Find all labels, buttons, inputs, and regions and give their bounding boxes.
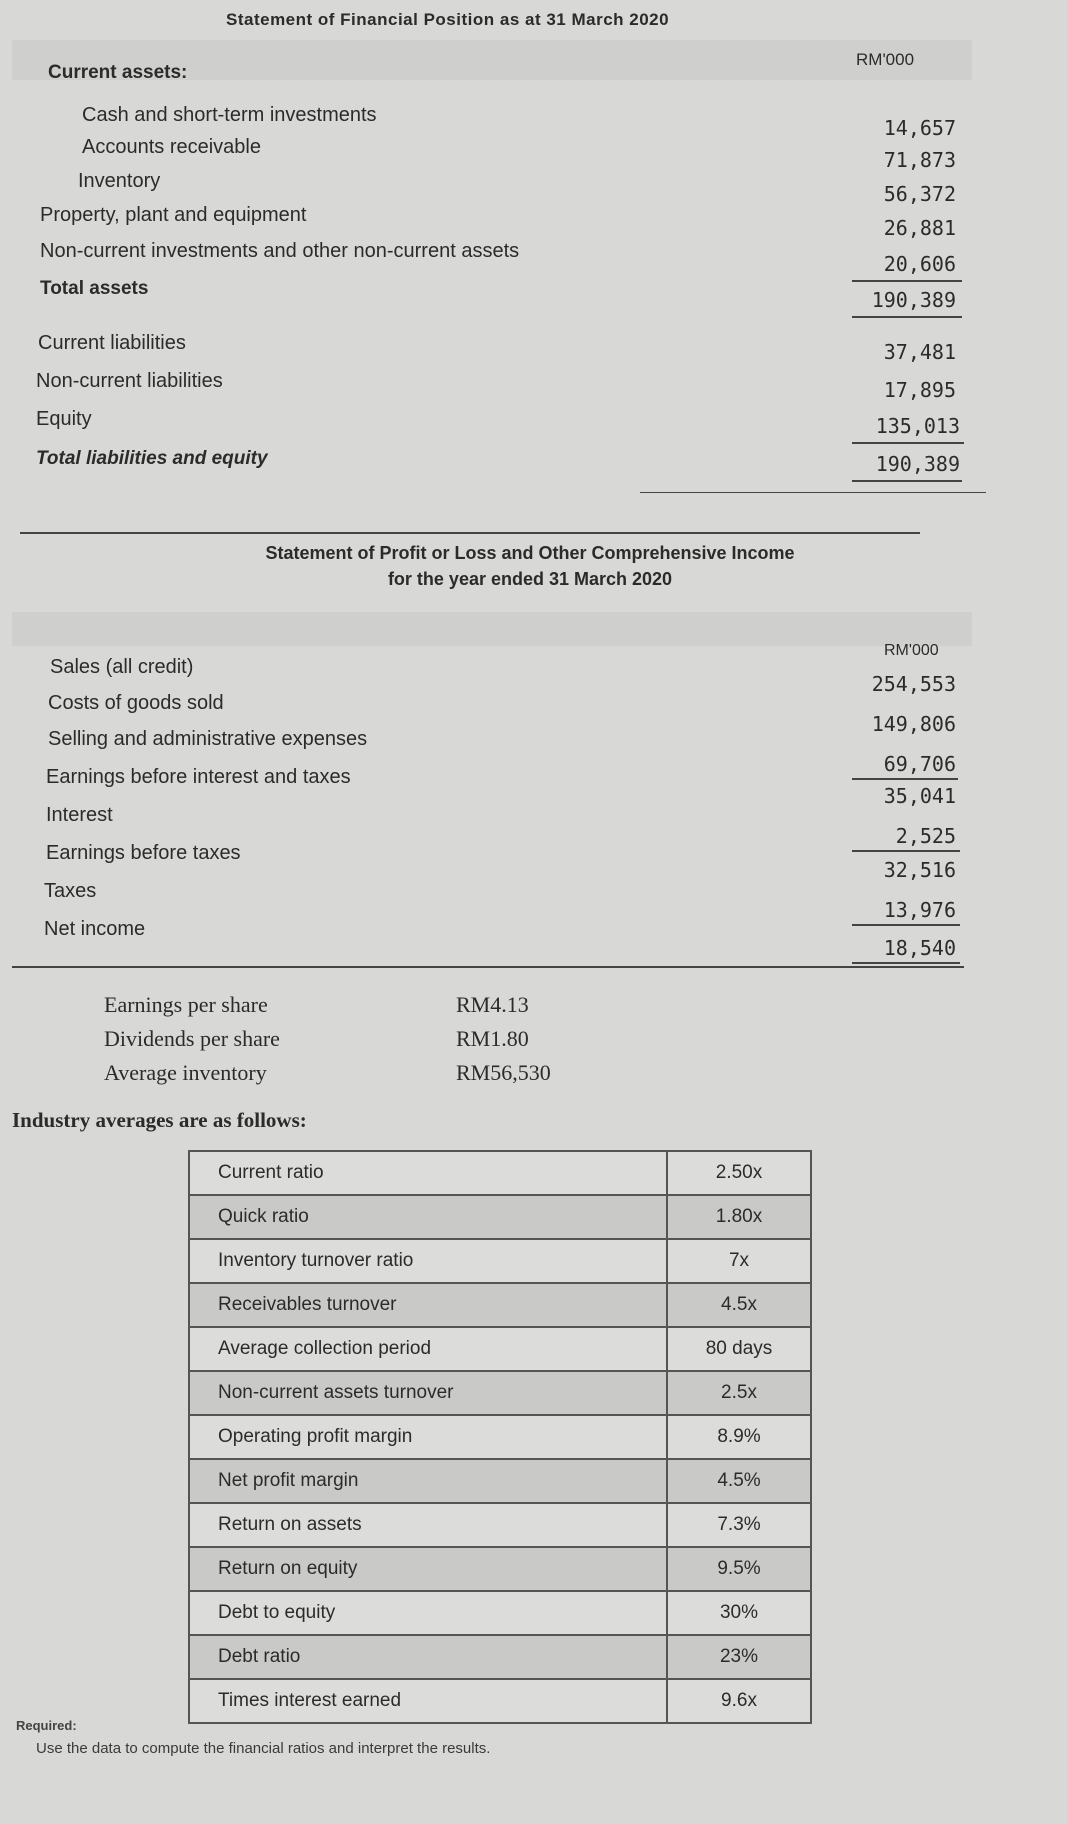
ratio-label: Return on assets <box>189 1503 667 1547</box>
ratio-label: Inventory turnover ratio <box>189 1239 667 1283</box>
total-rule <box>852 480 962 482</box>
ratio-label: Net profit margin <box>189 1459 667 1503</box>
ratio-value: 2.5x <box>667 1371 811 1415</box>
income-title-line2: for the year ended 31 March 2020 <box>387 569 673 589</box>
income-unit: RM'000 <box>884 642 939 659</box>
per-share-label: Dividends per share <box>104 1026 280 1051</box>
table-row <box>189 1415 811 1459</box>
liab-row-label: Current liabilities <box>38 332 186 354</box>
income-row-label: Interest <box>46 804 113 826</box>
liab-row-value: 17,895 <box>883 378 956 402</box>
ratio-label: Debt ratio <box>189 1635 667 1679</box>
ratio-label: Operating profit margin <box>189 1415 667 1459</box>
subtotal-rule <box>852 280 962 282</box>
section-rule <box>640 492 986 493</box>
ratio-label: Receivables turnover <box>189 1283 667 1327</box>
table-row <box>189 1635 811 1679</box>
per-share-value: RM56,530 <box>456 1060 551 1085</box>
ratio-value: 2.50x <box>667 1151 811 1195</box>
section-divider <box>12 966 964 968</box>
per-share-value: RM1.80 <box>456 1026 529 1051</box>
header-band <box>12 612 972 646</box>
subtotal-rule <box>852 442 964 444</box>
ratio-value: 9.5% <box>667 1547 811 1591</box>
ratio-value: 4.5x <box>667 1283 811 1327</box>
ratio-label: Current ratio <box>189 1151 667 1195</box>
per-share-value: RM4.13 <box>456 992 529 1017</box>
ratio-value: 8.9% <box>667 1415 811 1459</box>
table-row <box>189 1239 811 1283</box>
ratio-value: 7x <box>667 1239 811 1283</box>
total-le-label: Total liabilities and equity <box>36 448 268 469</box>
current-assets-heading: Current assets: <box>48 62 188 83</box>
liab-row-label: Non-current liabilities <box>36 370 223 392</box>
ratio-label: Return on equity <box>189 1547 667 1591</box>
sfp-row-value: 56,372 <box>883 182 956 206</box>
ratio-label: Average collection period <box>189 1327 667 1371</box>
income-row-value: 254,553 <box>871 672 956 696</box>
subtotal-rule <box>852 924 960 926</box>
income-row-label: Earnings before interest and taxes <box>46 766 351 788</box>
ratio-label: Quick ratio <box>189 1195 667 1239</box>
ratio-value: 4.5% <box>667 1459 811 1503</box>
ratio-value: 23% <box>667 1635 811 1679</box>
total-rule <box>852 962 960 964</box>
ratio-label: Non-current assets turnover <box>189 1371 667 1415</box>
ratio-value: 7.3% <box>667 1503 811 1547</box>
income-row-label: Earnings before taxes <box>46 842 241 864</box>
table-row <box>189 1459 811 1503</box>
table-row <box>189 1327 811 1371</box>
table-row <box>189 1371 811 1415</box>
per-share-label: Earnings per share <box>104 992 268 1017</box>
total-assets-label: Total assets <box>40 278 149 299</box>
income-row-value: 149,806 <box>871 712 956 736</box>
income-row-label: Net income <box>44 918 146 940</box>
section-divider <box>20 532 920 534</box>
income-row-value: 2,525 <box>895 824 956 848</box>
income-row-label: Costs of goods sold <box>48 692 224 714</box>
income-row-value: 35,041 <box>883 784 956 808</box>
income-row-value: 18,540 <box>883 936 956 960</box>
income-row-value: 69,706 <box>883 752 956 776</box>
table-row <box>189 1547 811 1591</box>
sfp-row-label: Accounts receivable <box>82 136 261 158</box>
liab-row-label: Equity <box>36 408 92 430</box>
required-text: Use the data to compute the financial ratios and interpret the results. <box>36 1740 491 1757</box>
income-row-value: 32,516 <box>883 858 956 882</box>
income-title-line1: Statement of Profit or Loss and Other Comprehensive Income <box>265 543 795 563</box>
income-row-label: Taxes <box>44 880 97 902</box>
ratio-value: 80 days <box>667 1327 811 1371</box>
ratio-label: Debt to equity <box>189 1591 667 1635</box>
liab-row-value: 135,013 <box>875 414 960 438</box>
per-share-label: Average inventory <box>104 1060 267 1085</box>
industry-heading: Industry averages are as follows: <box>12 1108 307 1132</box>
total-le-value: 190,389 <box>875 452 960 476</box>
required-heading: Required: <box>16 1718 77 1733</box>
income-title <box>190 540 870 592</box>
subtotal-rule <box>852 850 960 852</box>
sfp-row-value: 14,657 <box>883 116 956 140</box>
sfp-row-value: 26,881 <box>883 216 956 240</box>
sfp-unit: RM'000 <box>856 50 915 69</box>
sfp-row-value: 20,606 <box>883 252 956 276</box>
total-assets-value: 190,389 <box>871 288 956 312</box>
ratio-label: Times interest earned <box>189 1679 667 1723</box>
liab-row-value: 37,481 <box>883 340 956 364</box>
ratio-value: 9.6x <box>667 1679 811 1723</box>
income-row-label: Sales (all credit) <box>50 656 194 678</box>
table-row <box>189 1591 811 1635</box>
table-row <box>189 1679 811 1723</box>
sfp-row-value: 71,873 <box>883 148 956 172</box>
sfp-title: Statement of Financial Position as at 31 March 2020 <box>226 10 670 29</box>
income-row-value: 13,976 <box>883 898 956 922</box>
sfp-row-label: Cash and short-term investments <box>82 104 377 126</box>
table-row <box>189 1283 811 1327</box>
sfp-row-label: Property, plant and equipment <box>40 204 307 226</box>
table-row <box>189 1195 811 1239</box>
subtotal-rule <box>852 778 958 780</box>
industry-table <box>188 1150 812 1724</box>
income-row-label: Selling and administrative expenses <box>48 728 368 750</box>
sfp-row-label: Inventory <box>78 170 161 192</box>
table-row <box>189 1503 811 1547</box>
sfp-row-label: Non-current investments and other non-current assets <box>40 240 520 262</box>
total-rule <box>852 316 962 318</box>
table-row <box>189 1151 811 1195</box>
ratio-value: 1.80x <box>667 1195 811 1239</box>
ratio-value: 30% <box>667 1591 811 1635</box>
